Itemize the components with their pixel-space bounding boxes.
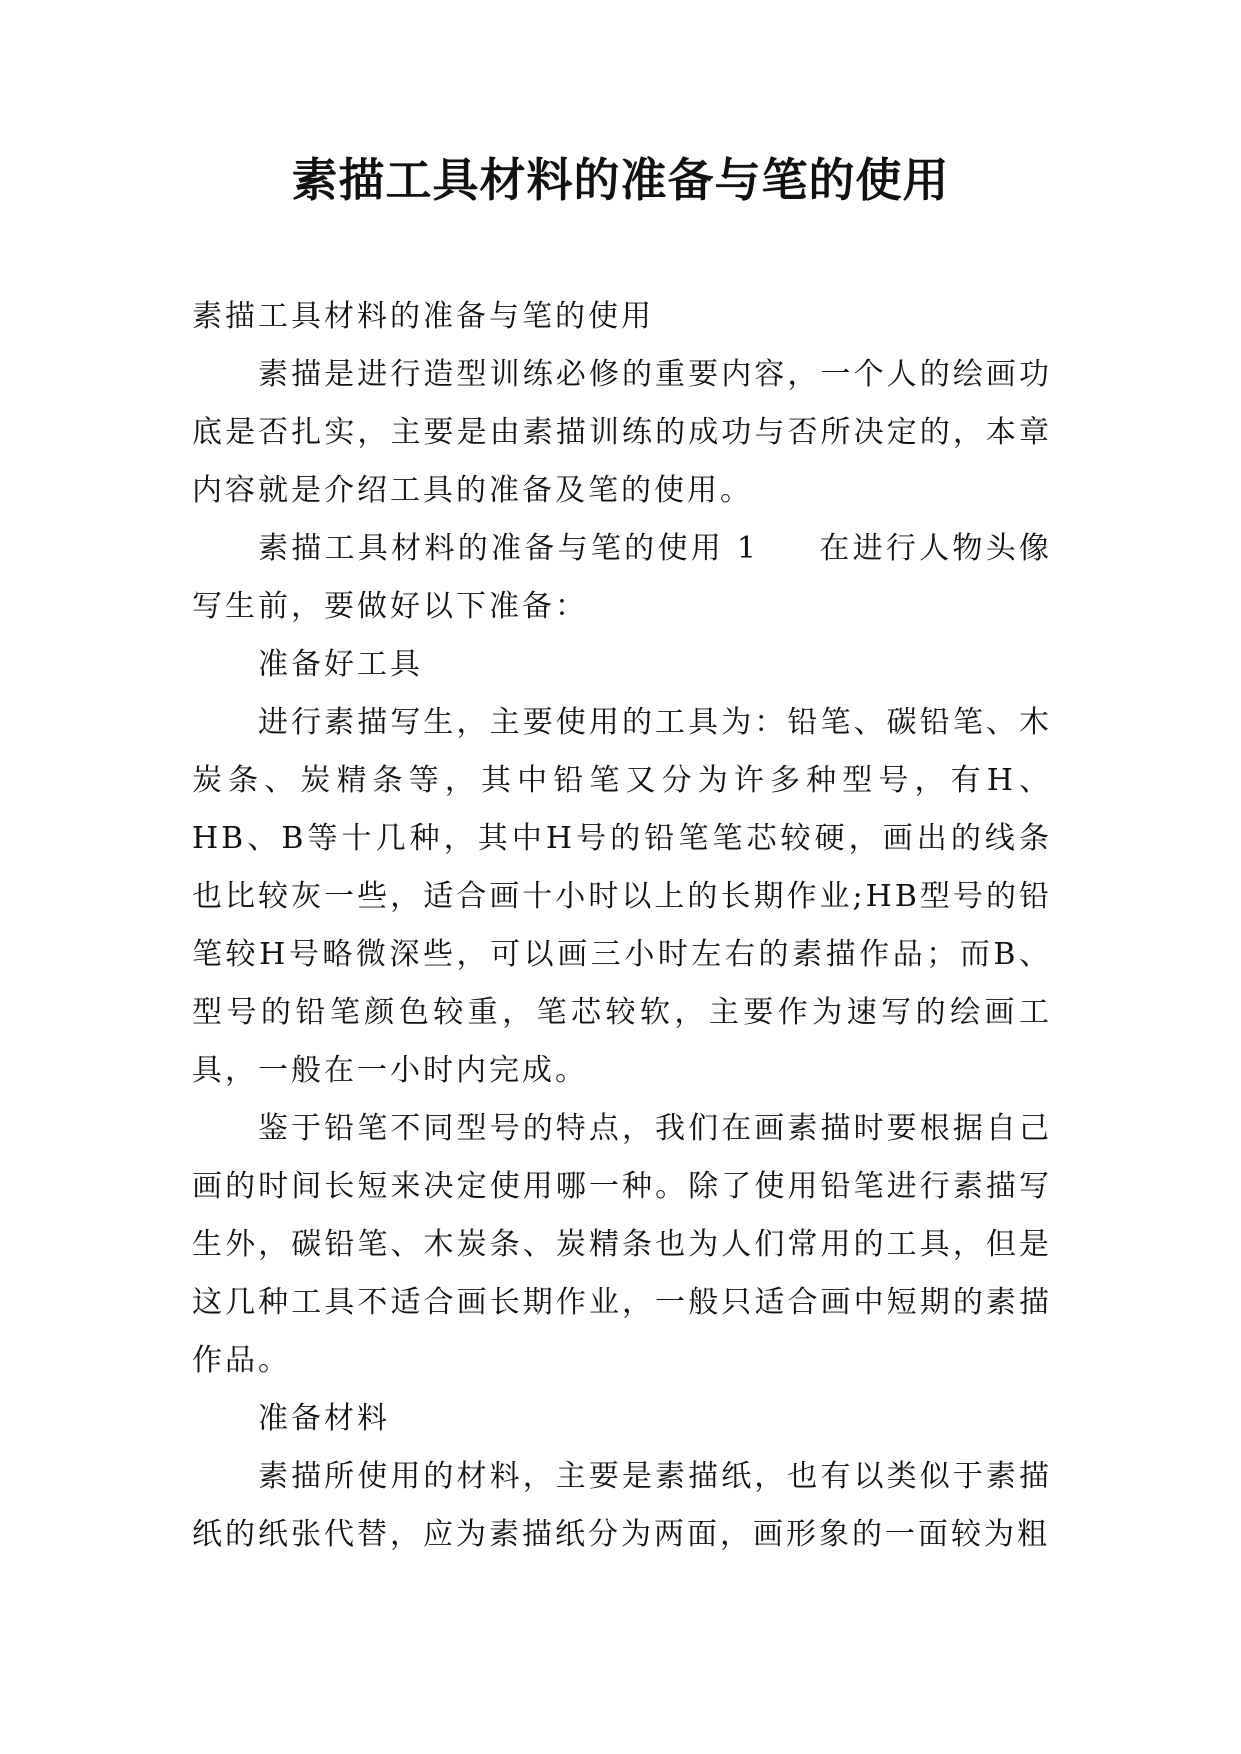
- paragraph-heading-tools: 准备好工具: [258, 647, 423, 682]
- paragraph-section-1: [192, 520, 1052, 636]
- section-heading-inline: 素描工具材料的准备与笔的使用 1: [258, 531, 759, 566]
- paragraph-subtitle: 素描工具材料的准备与笔的使用: [192, 299, 654, 334]
- paragraph-tools: 进行素描写生，主要使用的工具为：铅笔、碳铅笔、木炭条、炭精条等，其中铅笔又分为许多种型号，有H、HB、B等十几种，其中H号的铅笔笔芯较硬，画出的线条也比较灰一些，适合画十小时以上的长期作业;HB型号的铅笔较H号略微深些，可以画三小时左右的素描作品；而B、型号的铅笔颜色较重，笔芯较软，主要作为速写的绘画工具，一般在一小时内完成。: [192, 705, 1052, 1088]
- section-text-inline: 在进行人物头像写生前，要做好以下准备：: [192, 531, 1053, 624]
- paragraph-intro: 素描是进行造型训练必修的重要内容，一个人的绘画功底是否扎实，主要是由素描训练的成功与否所决定的，本章内容就是介绍工具的准备及笔的使用。: [192, 357, 1052, 508]
- document-body: [192, 288, 1052, 1564]
- paragraph-heading-materials: 准备材料: [258, 1401, 390, 1436]
- paragraph-materials: 素描所使用的材料，主要是素描纸，也有以类似于素描纸的纸张代替，应为素描纸分为两面，画形象的一面较为粗: [192, 1459, 1052, 1552]
- paragraph-pencil-choice: 鉴于铅笔不同型号的特点，我们在画素描时要根据自己画的时间长短来决定使用哪一种。除了使用铅笔进行素描写生外，碳铅笔、木炭条、炭精条也为人们常用的工具，但是这几种工具不适合画长期作业，一般只适合画中短期的素描作品。: [192, 1111, 1052, 1378]
- document-title: 素描工具材料的准备与笔的使用: [291, 153, 950, 207]
